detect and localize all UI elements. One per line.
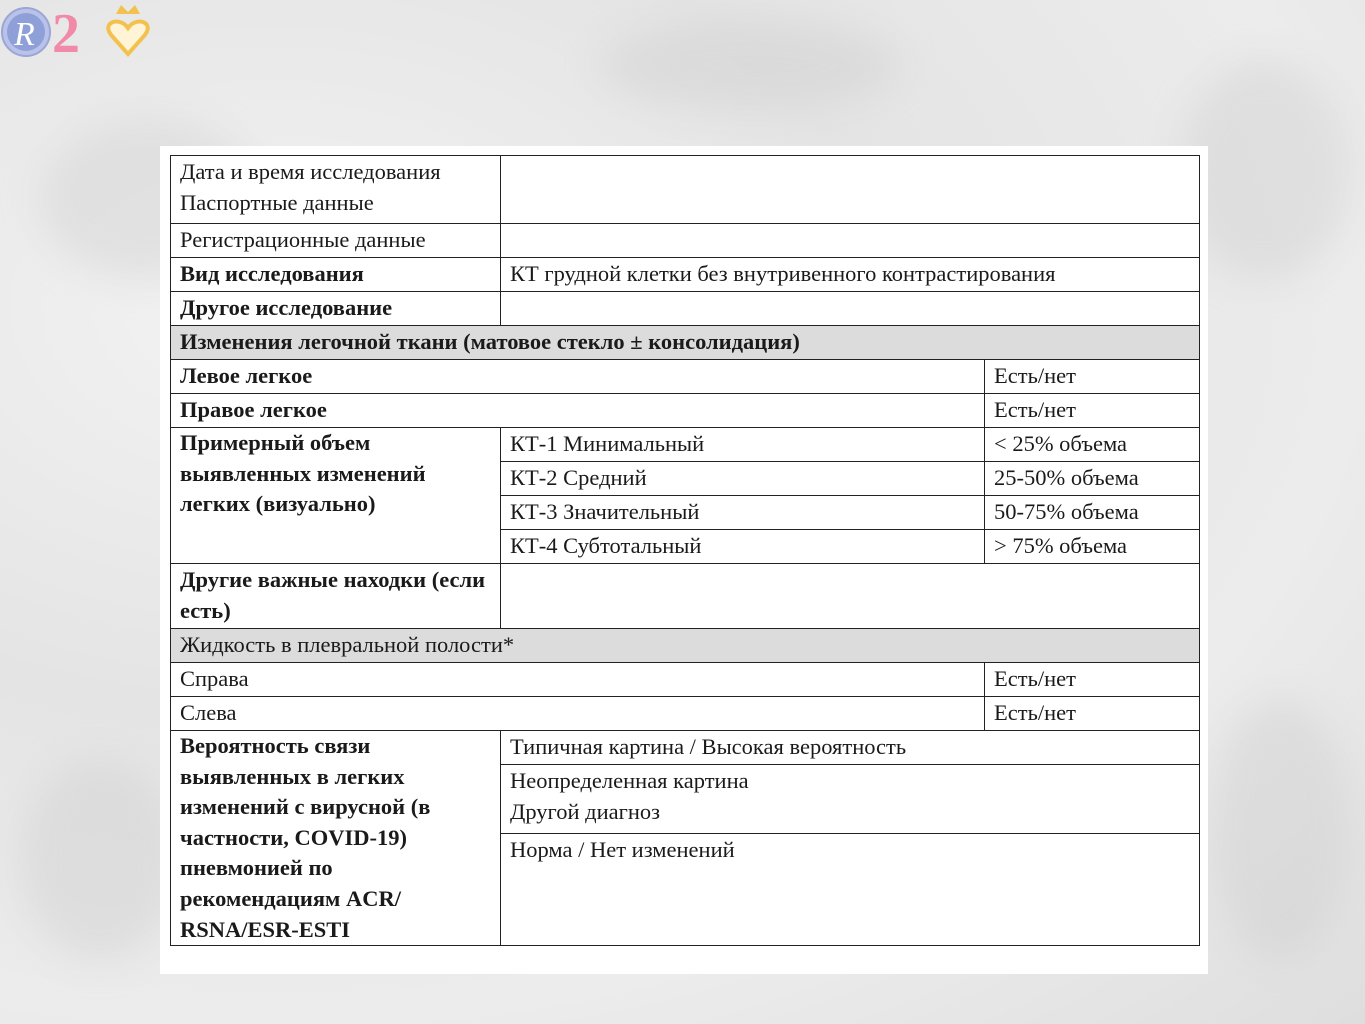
background-texture	[1210, 700, 1350, 960]
logo	[0, 0, 160, 62]
table-row	[171, 663, 1200, 697]
study-type-label: Вид исследования	[171, 258, 501, 292]
right-lung-label: Правое легкое	[171, 394, 985, 428]
table-row	[171, 697, 1200, 731]
report-card	[160, 146, 1208, 974]
pleural-left-label: Слева	[171, 697, 985, 731]
passport-label: Паспортные данные	[180, 190, 374, 216]
probability-normal: Норма / Нет изменений	[501, 834, 1200, 946]
svg-text:2: 2	[52, 3, 80, 62]
other-findings-value	[501, 564, 1200, 629]
table-row	[171, 731, 1200, 765]
table-row	[171, 292, 1200, 326]
table-row	[171, 428, 1200, 462]
other-study-value	[501, 292, 1200, 326]
other-findings-label: Другие важные находки (если есть)	[171, 564, 501, 629]
volume-range: 25-50% объема	[985, 462, 1200, 496]
table-row	[171, 564, 1200, 629]
table-row	[171, 326, 1200, 360]
right-lung-value: Есть/нет	[985, 394, 1200, 428]
volume-range: < 25% объема	[985, 428, 1200, 462]
pleural-right-label: Справа	[171, 663, 985, 697]
table-row	[171, 394, 1200, 428]
table-row	[171, 224, 1200, 258]
date-time-and-passport-cell	[171, 156, 501, 224]
volume-grade: КТ-2 Средний	[501, 462, 985, 496]
probability-indeterminate: Неопределенная картина	[510, 768, 749, 794]
probability-label: Вероятность связи выявленных в легких изменений с вирусной (в частности, COVID-19) пневмонией по рекомендациям ACR/ RSNA/ESR-ESTI	[171, 731, 501, 946]
volume-grade: КТ-4 Субтотальный	[501, 530, 985, 564]
ct-report-table	[170, 155, 1200, 946]
date-time-value	[501, 156, 1200, 224]
study-type-value: КТ грудной клетки без внутривенного контрастирования	[501, 258, 1200, 292]
date-time-label: Дата и время исследования	[180, 159, 441, 184]
table-row	[171, 258, 1200, 292]
volume-range: > 75% объема	[985, 530, 1200, 564]
svg-text:R: R	[14, 16, 35, 53]
lung-changes-header: Изменения легочной ткани (матовое стекло ± консолидация)	[171, 326, 1200, 360]
registration-value	[501, 224, 1200, 258]
probability-typical: Типичная картина / Высокая вероятность	[501, 731, 1200, 765]
pleural-header: Жидкость в плевральной полости*	[171, 629, 1200, 663]
table-row	[171, 360, 1200, 394]
volume-label: Примерный объем выявленных изменений легких (визуально)	[171, 428, 501, 564]
probability-indeterminate-cell	[501, 765, 1200, 834]
background-texture	[20, 760, 180, 960]
volume-grade: КТ-1 Минимальный	[501, 428, 985, 462]
probability-other: Другой диагноз	[510, 799, 661, 825]
table-row	[171, 156, 1200, 224]
registration-label: Регистрационные данные	[171, 224, 501, 258]
other-study-label: Другое исследование	[171, 292, 501, 326]
background-texture	[600, 20, 900, 110]
pleural-left-value: Есть/нет	[985, 697, 1200, 731]
table-row	[171, 629, 1200, 663]
volume-grade: КТ-3 Значительный	[501, 496, 985, 530]
left-lung-value: Есть/нет	[985, 360, 1200, 394]
volume-range: 50-75% объема	[985, 496, 1200, 530]
pleural-right-value: Есть/нет	[985, 663, 1200, 697]
left-lung-label: Левое легкое	[171, 360, 985, 394]
